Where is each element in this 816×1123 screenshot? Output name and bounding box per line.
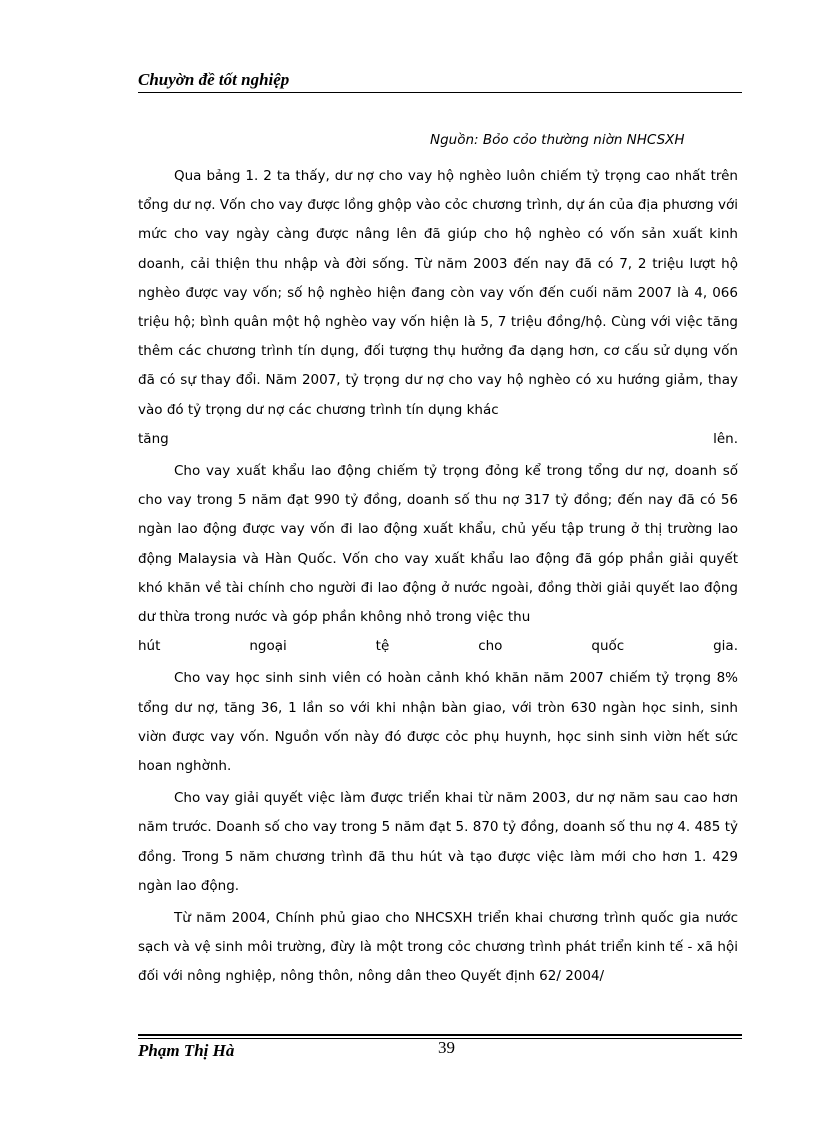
paragraph-student-loans: Cho vay học sinh sinh viên có hoàn cảnh khó khăn năm 2007 chiếm tỷ trọng 8% tổng dư nợ, tăng 36, 1 lần so với khi nhận bàn giao, với tròn 630 ngàn học sinh, sinh viờn được vay vốn. Nguồn vốn này đó được cỏc phụ huynh, học sinh sinh viờn hết sức hoan nghờnh. — [138, 670, 738, 775]
header-divider — [138, 92, 742, 93]
word: tệ — [375, 638, 390, 655]
page-number: 39 — [438, 1038, 455, 1057]
table-source-note: Nguồn: Bỏo cỏo thường niờn NHCSXH — [430, 132, 685, 148]
paragraph-labor-export: Cho vay xuất khẩu lao động chiếm tỷ trọng đỏng kể trong tổng dư nợ, doanh số cho vay trong 5 năm đạt 990 tỷ đồng, doanh số thu nợ 317 tỷ đồng; đến nay đã có 56 ngàn lao động được vay vốn đi lao động xuất khẩu, chủ yếu tập trung ở thị trường lao động Malaysia và Hàn Quốc. Vốn cho vay xuất khẩu lao động đã góp phần giải quyết khó khăn về tài chính cho người đi lao động ở nước ngoài, đồng thời giải quyết lao động dư thừa trong nước và góp phần không nhỏ trong việc thu — [138, 463, 738, 626]
word: quốc — [591, 638, 625, 655]
word: gia. — [713, 638, 738, 655]
word: lên. — [713, 430, 738, 447]
paragraph-clean-water: Từ năm 2004, Chính phủ giao cho NHCSXH triển khai chương trình quốc gia nước sạch và vệ sinh môi trường, đừy là một trong cỏc chương trình phát triển kinh tế - xã hội đối với nông nghiệp, nông thôn, nông dân theo Quyết định 62/ 2004/ — [138, 910, 738, 985]
word: cho — [478, 638, 503, 655]
word: hút — [138, 638, 161, 655]
paragraph-poor-households-last-line — [138, 425, 738, 454]
page-header-title: Chuyờn đề tốt nghiệp — [138, 70, 290, 89]
paragraph-labor-export-last-line — [138, 632, 738, 661]
paragraph-poor-households: Qua bảng 1. 2 ta thấy, dư nợ cho vay hộ nghèo luôn chiếm tỷ trọng cao nhất trên tổng dư nợ. Vốn cho vay được lồng ghộp vào cỏc chương trình, dự án của địa phương với mức cho vay ngày càng được nâng lên đã giúp cho hộ nghèo có vốn sản xuất kinh doanh, cải thiện thu nhập và đời sống. Từ năm 2003 đến nay đã có 7, 2 triệu lượt hộ nghèo được vay vốn; số hộ nghèo hiện đang còn vay vốn đến cuối năm 2007 là 4, 066 triệu hộ; bình quân một hộ nghèo vay vốn hiện là 5, 7 triệu đồng/hộ. Cùng với việc tăng thêm các chương trình tín dụng, đối tượng thụ hưởng đa dạng hơn, cơ cấu sử dụng vốn đã có sự thay đổi. Năm 2007, tỷ trọng dư nợ cho vay hộ nghèo có xu hướng giảm, thay vào đó tỷ trọng dư nợ các chương trình tín dụng khác — [138, 168, 738, 418]
document-body — [138, 162, 738, 992]
paragraph-job-creation: Cho vay giải quyết việc làm được triển khai từ năm 2003, dư nợ năm sau cao hơn năm trước. Doanh số cho vay trong 5 năm đạt 5. 870 tỷ đồng, doanh số thu nợ 4. 485 tỷ đồng. Trong 5 năm chương trình đã thu hút và tạo được việc làm mới cho hơn 1. 429 ngàn lao động. — [138, 790, 738, 894]
footer-author: Phạm Thị Hà — [138, 1041, 235, 1060]
word: tăng — [138, 430, 169, 447]
footer-divider-thick — [138, 1034, 742, 1036]
word: ngoại — [249, 638, 287, 655]
